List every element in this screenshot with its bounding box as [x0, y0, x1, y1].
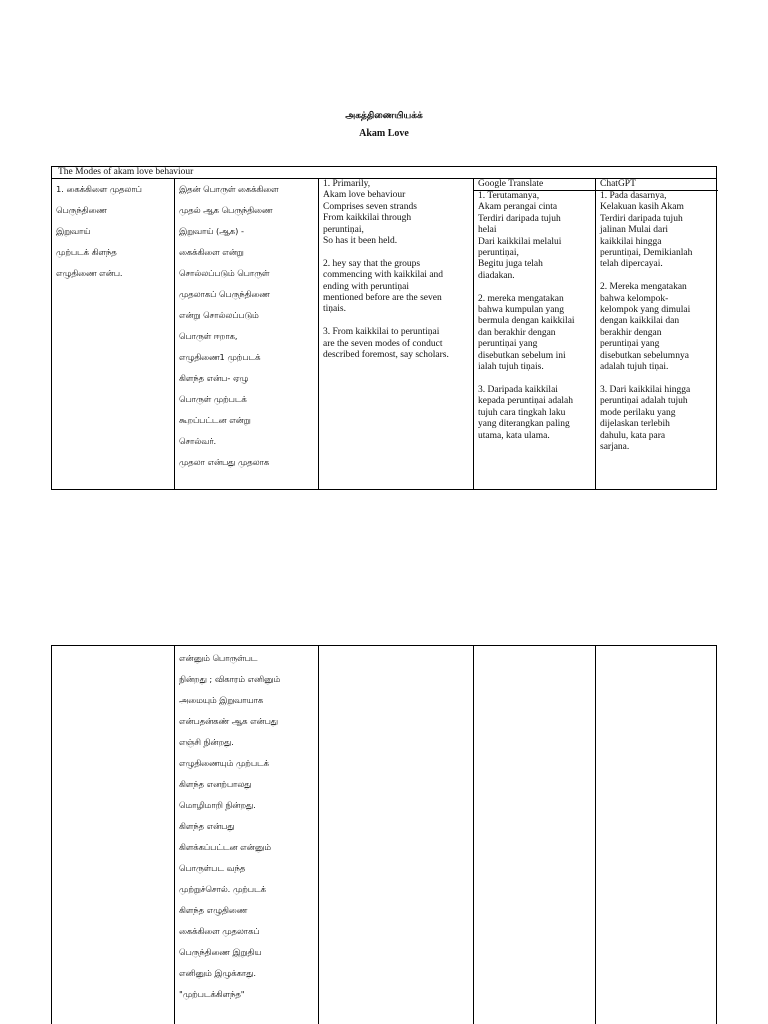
text-line: kepada peruntiṇai adalah: [478, 396, 573, 407]
text-line: எழுதிணையும் முற்படக்: [179, 758, 269, 768]
text-line: என்னும் பொருள்பட: [179, 653, 258, 663]
text-line: கைக்கிளை முதலாகப்: [179, 926, 260, 936]
text-line: முதலா என்பது முதலாக: [179, 457, 270, 467]
tamil-commentary-column: [174, 646, 318, 1024]
text-line: மொழிமாறி நின்றது.: [179, 800, 256, 810]
text-line: kelompok yang dimulai: [600, 305, 691, 316]
text-line: dengan kaikkilai dan: [600, 316, 680, 327]
text-line: என்று சொல்லப்படும்: [179, 310, 259, 320]
text-line: tujuh cara tingkah laku: [478, 407, 566, 418]
text-line: dijelaskan terlebih: [600, 419, 670, 430]
text-line: bahwa kumpulan yang: [478, 305, 565, 316]
text-line: helai: [478, 225, 497, 236]
text-line: telah dipercayai.: [600, 259, 663, 270]
paragraph: [478, 191, 591, 282]
text-line: peruntiṇai,: [323, 224, 364, 235]
text-line: From kaikkilai through: [323, 213, 412, 224]
text-line: sarjana.: [600, 441, 630, 452]
paragraph: [600, 282, 714, 373]
text-line: 1. கைக்கிளை முதலாப்: [56, 184, 142, 194]
text-line: adalah tujuh tiṇai.: [600, 362, 669, 373]
text-line: disebutkan sebelumnya: [600, 350, 689, 361]
translation-table-1: [51, 166, 717, 490]
text-line: Terdiri daripada tujuh: [478, 213, 561, 224]
text-line: கிளக்கப்பட்டன என்னும்: [179, 842, 271, 852]
text-line: பொருள் முற்படக்: [179, 394, 247, 404]
text-line: என்பதன்கண் ஆக என்பது: [179, 716, 278, 726]
text-line: Akam love behaviour: [323, 190, 406, 201]
text-line: முற்படக் கிளந்த: [56, 247, 117, 257]
text-line: So has it been held.: [323, 236, 398, 247]
text-line: diadakan.: [478, 270, 515, 281]
text-line: கிளந்த எனற்பாலது: [179, 779, 252, 789]
text-line: 3. Daripada kaikkilai: [478, 384, 558, 395]
text-line: bermula dengan kaikkilai: [478, 316, 575, 327]
text-line: peruntiṇai yang: [600, 339, 660, 350]
google-translate-column: [473, 179, 595, 489]
text-line: peruntiṇai,: [478, 248, 519, 259]
text-line: எஞ்சி நின்றது.: [179, 737, 234, 747]
text-line: "முற்படக்கிளந்த": [179, 989, 245, 999]
text-line: jalinan Mulai dari: [600, 225, 669, 236]
tamil-verse-column: [52, 179, 174, 489]
text-line: ialah tujuh tiṇais.: [478, 362, 544, 373]
text-line: இறுவாய் (ஆக) -: [179, 226, 244, 236]
text-line: Comprises seven strands: [323, 201, 417, 212]
text-line: described foremost, say scholars.: [323, 350, 449, 361]
text-line: mode perilaku yang: [600, 407, 676, 418]
text-line: 2. mereka mengatakan: [478, 293, 564, 304]
text-line: Dari kaikkilai melalui: [478, 236, 562, 247]
document-title: [0, 108, 768, 142]
text-line: முதல் ஆக பெருந்திணை: [179, 205, 273, 215]
tamil-verse-column: [52, 646, 174, 1024]
text-line: ending with peruntiṇai: [323, 281, 410, 292]
text-line: peruntiṇai, Demikianlah: [600, 248, 693, 259]
chatgpt-column: [595, 179, 718, 489]
tamil-commentary-column: [174, 179, 318, 489]
text-line: dan berakhir dengan: [478, 327, 556, 338]
text-line: 1. Pada dasarnya,: [600, 191, 667, 201]
text-line: முதலாகப் பெருந்திணை: [179, 289, 270, 299]
text-line: kaikkilai hingga: [600, 236, 662, 247]
text-line: Begitu juga telah: [478, 259, 543, 270]
paragraph: [323, 259, 469, 316]
paragraph: [600, 385, 714, 453]
text-line: எழுதிணை என்ப.: [56, 268, 123, 278]
chatgpt-column: [595, 646, 718, 1024]
text-line: 1. Primarily,: [323, 179, 371, 189]
text-line: சொல்வர்.: [179, 436, 217, 446]
text-line: இறுவாய்: [56, 226, 91, 236]
text-line: 3. From kaikkilai to peruntiṇai: [323, 327, 440, 338]
text-line: பொருள் ஈறாக,: [179, 331, 238, 341]
text-line: 3. Dari kaikkilai hingga: [600, 384, 691, 395]
paragraph: [323, 327, 469, 361]
text-line: கிளந்த எழுதிணை: [179, 905, 248, 915]
title-tamil: அகத்திணையியக்க்: [345, 111, 423, 121]
text-line: disebutkan sebelum ini: [478, 350, 566, 361]
chatgpt-heading: ChatGPT: [596, 179, 718, 191]
text-line: எழுதிணை1 முற்படக்: [179, 352, 261, 362]
table-header-row: The Modes of akam love behaviour: [52, 167, 716, 179]
text-line: 2. hey say that the groups: [323, 258, 421, 269]
translation-table-2: [51, 645, 717, 1024]
text-line: Terdiri daripada tujuh: [600, 213, 683, 224]
text-line: utama, kata ulama.: [478, 430, 550, 441]
text-line: எனினும் இழுக்காது.: [179, 968, 257, 978]
text-line: mentioned before are the seven: [323, 293, 442, 304]
paragraph: [600, 191, 714, 271]
title-english: Akam Love: [359, 128, 409, 139]
paragraph: [478, 385, 591, 442]
text-line: Kelakuan kasih Akam: [600, 202, 684, 213]
text-line: commencing with kaikkilai and: [323, 270, 444, 281]
text-line: peruntiṇai yang: [478, 339, 538, 350]
text-line: bahwa kelompok-: [600, 293, 669, 304]
text-line: பெருந்திணை: [56, 205, 107, 215]
text-line: அமையும் இறுவாயாக: [179, 695, 264, 705]
text-line: peruntiṇai adalah tujuh: [600, 396, 688, 407]
text-line: yang diterangkan paling: [478, 419, 570, 430]
text-line: கைக்கிளை என்று: [179, 247, 244, 257]
text-line: dahulu, kata para: [600, 430, 666, 441]
text-line: Akam perangai cinta: [478, 202, 558, 213]
text-line: 1. Terutamanya,: [478, 191, 540, 201]
text-line: நின்றது ; விகாரம் எனினும்: [179, 674, 281, 684]
text-line: கூறப்பட்டன என்று: [179, 415, 251, 425]
text-line: முற்றுச்சொல். முற்படக்: [179, 884, 266, 894]
text-line: பெருந்திணை இறுதிய: [179, 947, 262, 957]
text-line: கிளந்த என்பது: [179, 821, 235, 831]
text-line: சொல்லப்படும் பொருள்: [179, 268, 270, 278]
text-line: are the seven modes of conduct: [323, 338, 443, 349]
text-line: கிளந்த என்ப- ஏழு: [179, 373, 249, 383]
text-line: tiṇais.: [323, 304, 346, 315]
google-translate-heading: Google Translate: [474, 179, 595, 191]
english-translation-column: [318, 179, 473, 489]
paragraph: [478, 294, 591, 374]
paragraph: [323, 179, 469, 247]
text-line: berakhir dengan: [600, 327, 662, 338]
google-translate-column: [473, 646, 595, 1024]
text-line: இதன் பொருள் கைக்கிளை: [179, 184, 279, 194]
text-line: 2. Mereka mengatakan: [600, 282, 687, 293]
english-translation-column: [318, 646, 473, 1024]
text-line: பொருள்பட வந்த: [179, 863, 246, 873]
